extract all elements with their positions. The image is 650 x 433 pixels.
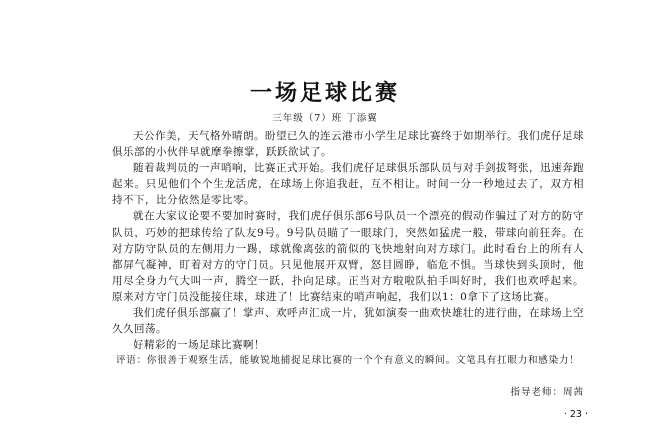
author-byline: 三年级（7）班 丁添翼 <box>272 113 378 124</box>
paragraph: 好精彩的一场足球比赛啊！ <box>133 339 265 352</box>
essay-title: 一场足球比赛 <box>249 81 400 106</box>
page-number: · 23 · <box>563 409 588 420</box>
essay-body <box>112 128 584 353</box>
paragraph: 就在大家议论要不要加时赛时，我们虎仔俱乐部6号队员一个漂亮的假动作骗过了对方的防守队员，巧妙的把球传给了队友9号。9号队员瞄了一眼球门，突然如猛虎一般，带球向前狂奔。在对方防守队员的左侧用力一踢，球就像离弦的箭似的飞快地射向对方球门。此时看台上的所有人都屏气凝神，盯着对方的守门员。只见他展开双臂，怒目圆睁，临危不惧。当球快到头顶时，他用尽全身力气大叫一声，腾空一跃，扑向足球。正当对方啦啦队拍手叫好时，我们也欢呼起来。原来对方守门员没能接住球，球进了！比赛结束的哨声响起，我们以1：0拿下了这场比赛。 <box>112 210 584 303</box>
paragraph: 天公作美，天气格外晴朗。盼望已久的连云港市小学生足球比赛终于如期举行。我们虎仔足球俱乐部的小伙伴早就摩拳擦掌，跃跃欲试了。 <box>112 130 584 159</box>
teacher-signature: 指导老师：周茜 <box>510 387 584 398</box>
teacher-comment: 评语：你很善于观察生活，能敏锐地捕捉足球比赛的一个个有意义的瞬间。文笔具有扛眼力和感染力！ <box>116 355 580 366</box>
paragraph: 随着裁判员的一声哨响，比赛正式开始。我们虎仔足球俱乐部队员与对手剑拔弩张，迅速奔跑起来。只见他们个个生龙活虎，在球场上你追我赶，互不相让。时间一分一秒地过去了，双方相持不下，比分依然是零比零。 <box>112 162 584 207</box>
paragraph: 我们虎仔俱乐部赢了！掌声、欢呼声汇成一片，犹如演奏一曲欢快雄壮的进行曲，在球场上空久久回荡。 <box>112 307 584 336</box>
